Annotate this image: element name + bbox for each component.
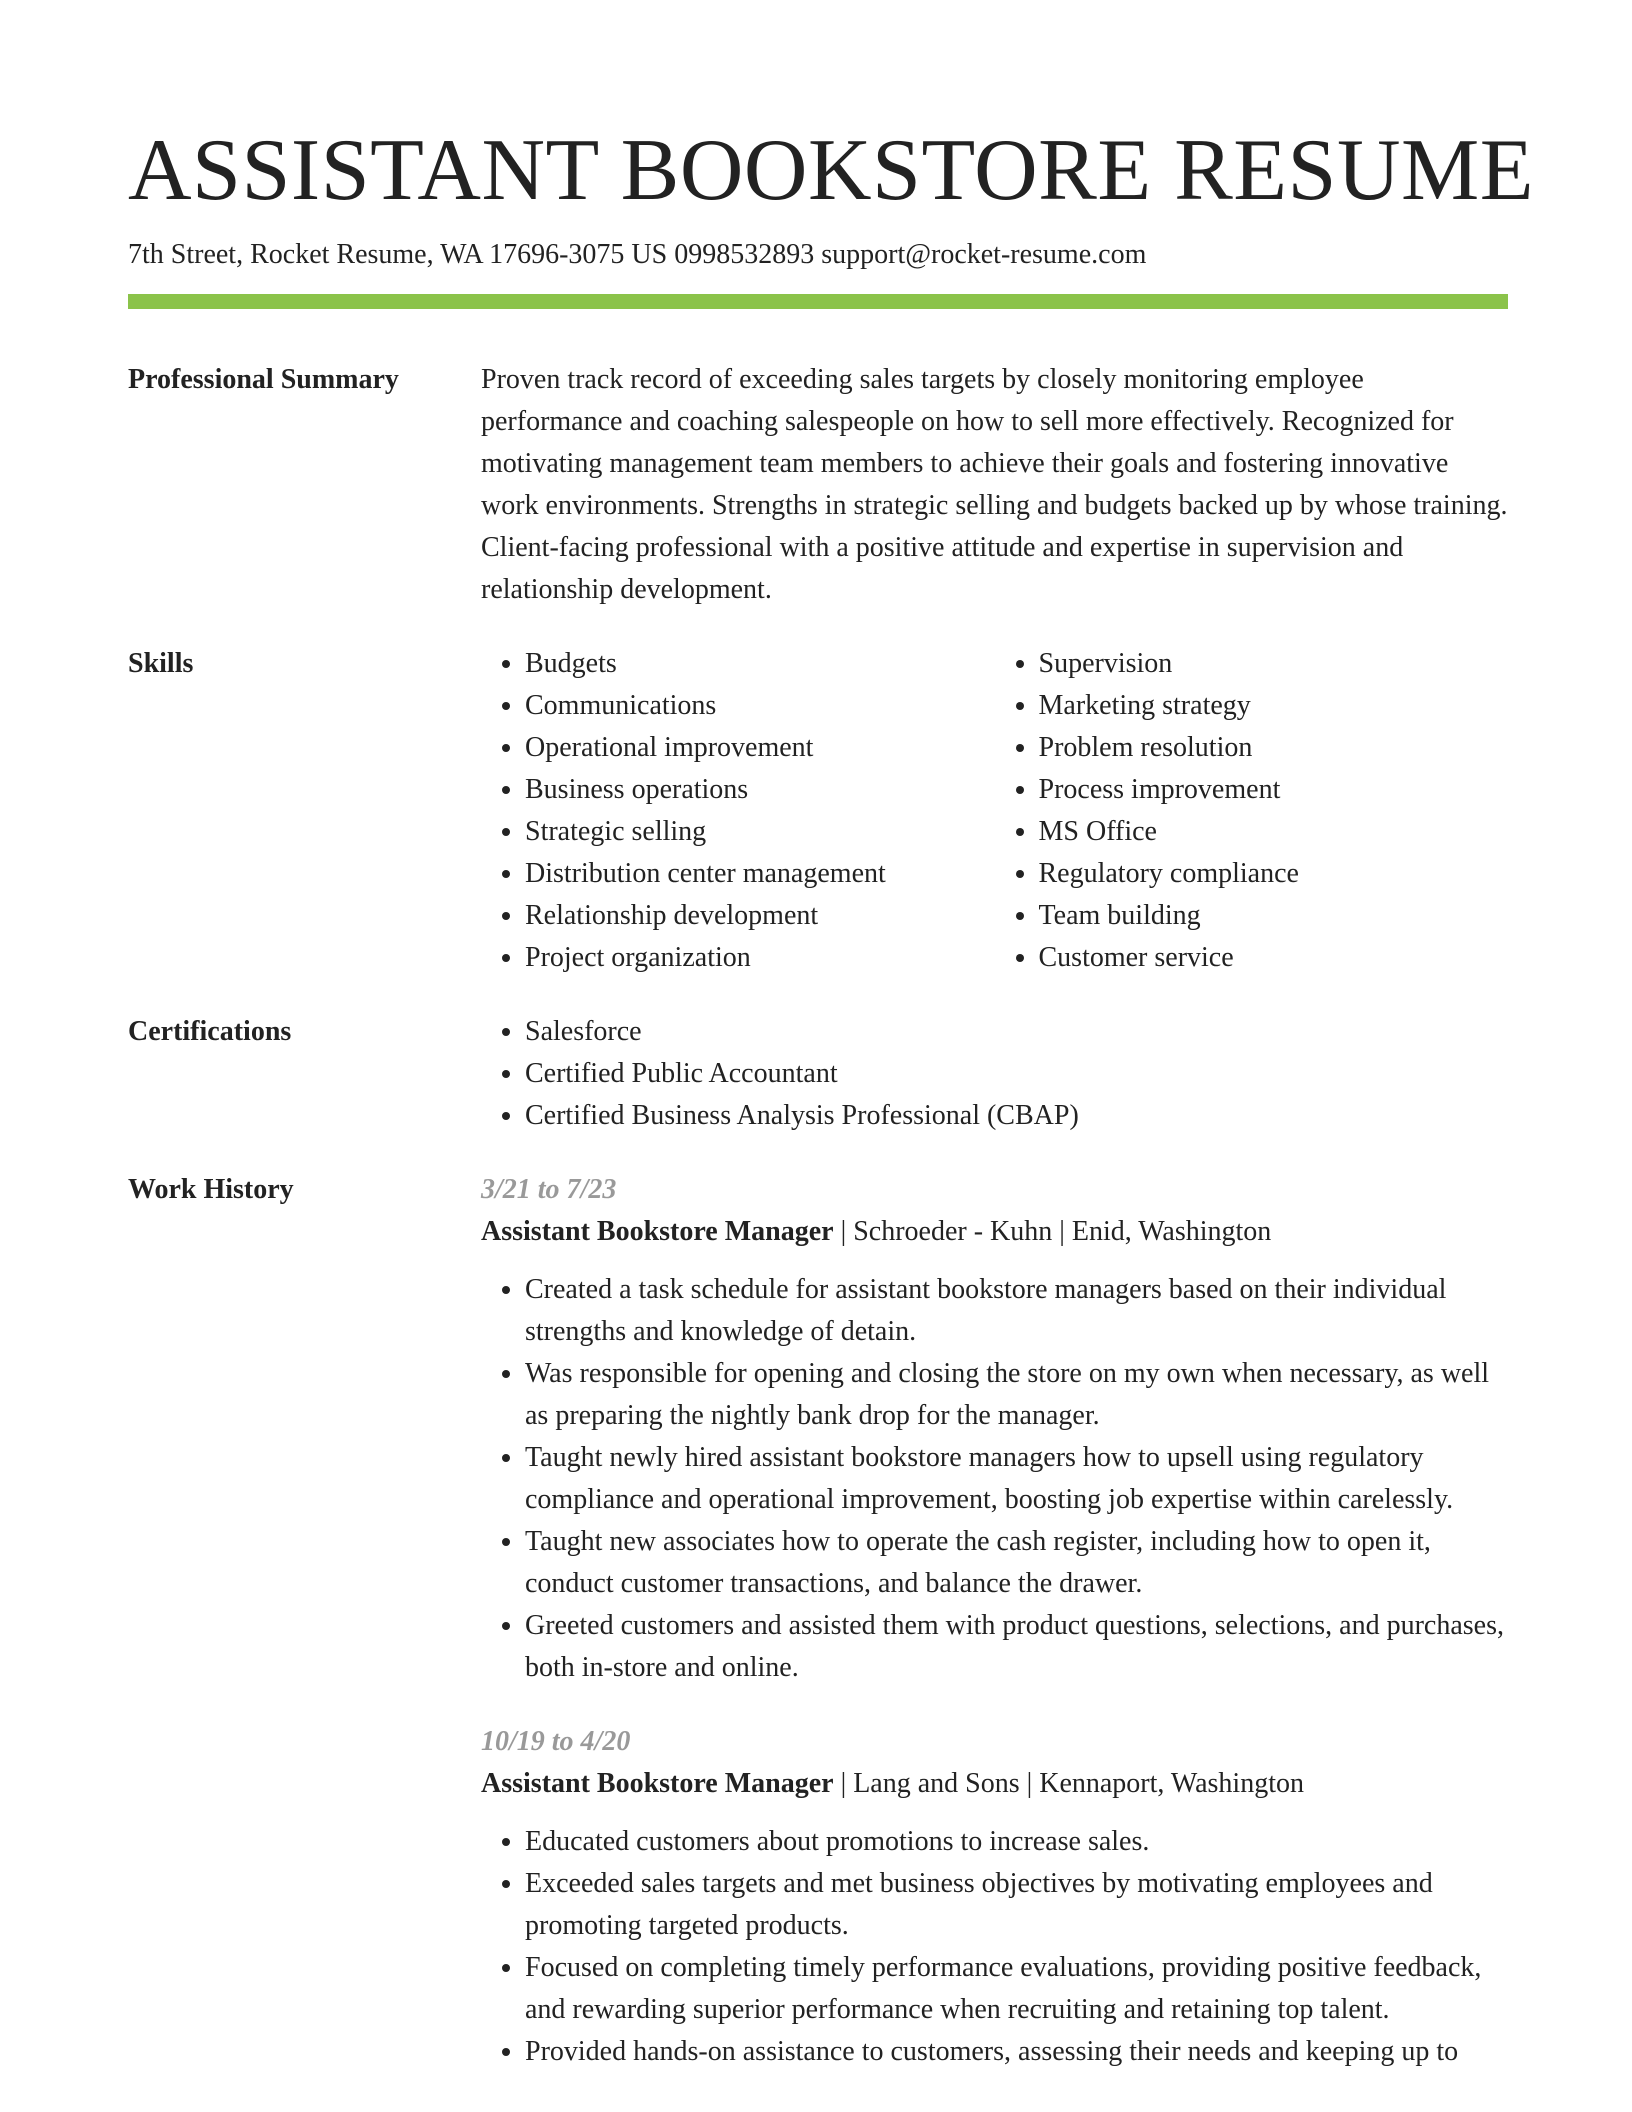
skill-item: • Problem resolution <box>1039 727 1509 769</box>
job-company-location: | Schroeder - Kuhn | Enid, Washington <box>833 1216 1272 1247</box>
skill-item: • MS Office <box>1039 811 1509 853</box>
job-bullet: • Focused on completing timely performance evaluations, providing positive feedback, and rewarding superior performance when recruiting and retaining top talent. <box>525 1947 1508 2031</box>
skill-item: • Process improvement <box>1039 769 1509 811</box>
work-history-section <box>128 1169 1508 2073</box>
job-bullet: • Educated customers about promotions to increase sales. <box>525 1821 1508 1863</box>
job-dates: 3/21 to 7/23 <box>481 1174 617 1205</box>
job-entry <box>481 1169 1508 1689</box>
job-bullet: • Created a task schedule for assistant bookstore managers based on their individual strengths and knowledge of detain. <box>525 1269 1508 1353</box>
section-label: Professional Summary <box>128 364 399 395</box>
summary-text: Proven track record of exceeding sales targets by closely monitoring employee performance and coaching salespeople on how to sell more effectively. Recognized for motivating management team members to achieve their goals and fostering innovative work environments. Strengths in strategic selling and budgets backed up by whose training. Client-facing professional with a positive attitude and expertise in supervision and relationship development. <box>481 364 1508 605</box>
job-bullets <box>481 1269 1508 1689</box>
jobs-container <box>481 1169 1508 2073</box>
job-bullet: • Exceeded sales targets and met business objectives by motivating employees and promoting targeted products. <box>525 1863 1508 1947</box>
skill-item: • Operational improvement <box>525 727 995 769</box>
certification-item: • Certified Business Analysis Professional (CBAP) <box>525 1095 1508 1137</box>
skill-item: • Supervision <box>1039 643 1509 685</box>
job-heading <box>481 1211 1508 1253</box>
skill-item: • Marketing strategy <box>1039 685 1509 727</box>
skill-item: • Relationship development <box>525 895 995 937</box>
job-heading <box>481 1763 1508 1805</box>
certifications-list <box>481 1011 1508 1137</box>
skill-item: • Business operations <box>525 769 995 811</box>
skills-list-right <box>995 643 1509 979</box>
job-bullet: • Provided hands-on assistance to customers, assessing their needs and keeping up to <box>525 2031 1508 2073</box>
skill-item: • Regulatory compliance <box>1039 853 1509 895</box>
job-title: Assistant Bookstore Manager <box>481 1768 834 1799</box>
job-entry <box>481 1721 1508 2073</box>
professional-summary-section <box>128 359 1508 611</box>
skill-item: • Customer service <box>1039 937 1509 979</box>
skill-item: • Communications <box>525 685 995 727</box>
certification-item: • Certified Public Accountant <box>525 1053 1508 1095</box>
job-bullets <box>481 1821 1508 2073</box>
section-label: Skills <box>128 648 194 679</box>
job-bullet: • Taught newly hired assistant bookstore managers how to upsell using regulatory compliance and operational improvement, boosting job expertise within carelessly. <box>525 1437 1508 1521</box>
section-label: Work History <box>128 1174 294 1205</box>
job-bullet: • Was responsible for opening and closing the store on my own when necessary, as well as preparing the nightly bank drop for the manager. <box>525 1353 1508 1437</box>
skill-item: • Strategic selling <box>525 811 995 853</box>
skills-section <box>128 643 1508 979</box>
job-company-location: | Lang and Sons | Kennaport, Washington <box>833 1768 1304 1799</box>
contact-line: 7th Street, Rocket Resume, WA 17696-3075 US 0998532893 support@rocket-resume.com <box>128 239 1147 270</box>
resume-page <box>128 0 1535 2073</box>
skills-list-left <box>481 643 995 979</box>
skill-item: • Project organization <box>525 937 995 979</box>
job-bullet: • Taught new associates how to operate the cash register, including how to open it, conduct customer transactions, and balance the drawer. <box>525 1521 1508 1605</box>
accent-divider <box>128 294 1508 309</box>
page-title: ASSISTANT BOOKSTORE RESUME <box>128 122 1535 219</box>
certification-item: • Salesforce <box>525 1011 1508 1053</box>
skill-item: • Budgets <box>525 643 995 685</box>
job-bullet: • Greeted customers and assisted them with product questions, selections, and purchases, both in-store and online. <box>525 1605 1508 1689</box>
job-dates: 10/19 to 4/20 <box>481 1726 631 1757</box>
section-label: Certifications <box>128 1016 292 1047</box>
skill-item: • Distribution center management <box>525 853 995 895</box>
job-title: Assistant Bookstore Manager <box>481 1216 834 1247</box>
certifications-section <box>128 1011 1508 1137</box>
skill-item: • Team building <box>1039 895 1509 937</box>
